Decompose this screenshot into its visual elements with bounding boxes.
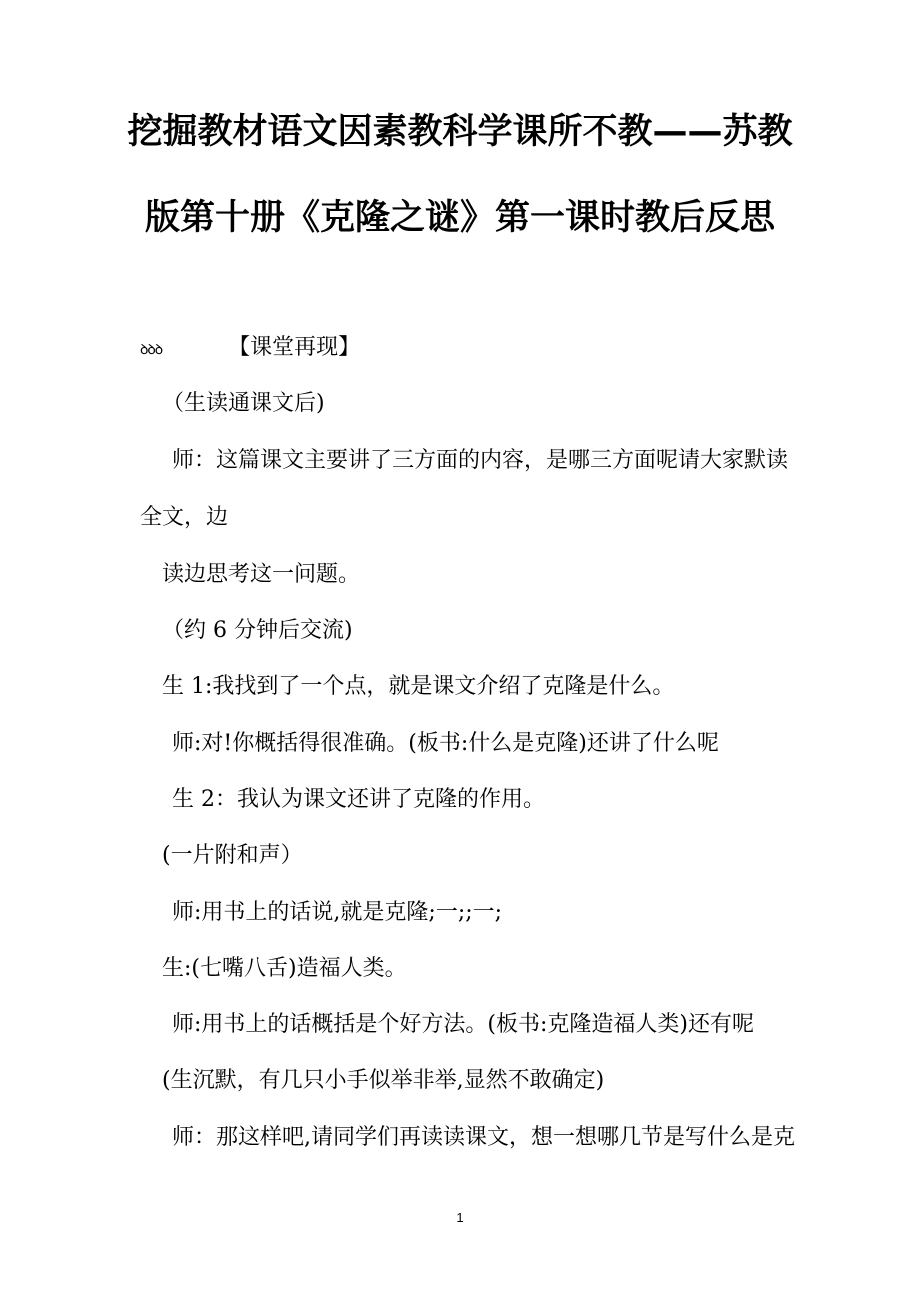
text-line: （约 6 分钟后交流) bbox=[162, 618, 353, 643]
text-line: （生读通课文后) bbox=[162, 391, 325, 416]
text-line: 师：那这样吧,请同学们再读读课文，想一想哪几节是写什么是克 bbox=[172, 1125, 795, 1150]
text-line: 师:用书上的话概括是个好方法。(板书:克隆造福人类)还有呢 bbox=[172, 1012, 754, 1037]
title-line-1: 挖掘教材语文因素教科学课所不教——苏教 bbox=[127, 112, 793, 152]
text-line: (一片附和声） bbox=[162, 843, 303, 868]
text-line: 生 2：我认为课文还讲了克隆的作用。 bbox=[172, 787, 545, 812]
text-line: 师：这篇课文主要讲了三方面的内容，是哪三方面呢请大家默读 bbox=[172, 448, 789, 473]
section-heading: 【课堂再现】 bbox=[228, 335, 361, 360]
section-marker: ꝺꝺꝺ bbox=[140, 342, 163, 358]
text-line: 全文，边 bbox=[140, 505, 229, 530]
text-line: 生 1:我找到了一个点，就是课文介绍了克隆是什么。 bbox=[162, 674, 675, 699]
page-number: 1 bbox=[456, 1210, 464, 1225]
text-line: 生:(七嘴八舌)造福人类。 bbox=[162, 956, 407, 981]
title-line-2: 版第十册《克隆之谜》第一课时教后反思 bbox=[144, 198, 775, 238]
text-line: 师:对!你概括得很准确。(板书:什么是克隆)还讲了什么呢 bbox=[172, 731, 719, 756]
section-heading-row bbox=[140, 334, 360, 364]
text-line: (生沉默，有几只小手似举非举,显然不敢确定) bbox=[162, 1068, 605, 1093]
text-line: 师:用书上的话说,就是克隆;一;;一; bbox=[172, 900, 503, 925]
text-line: 读边思考这一问题。 bbox=[162, 562, 361, 587]
